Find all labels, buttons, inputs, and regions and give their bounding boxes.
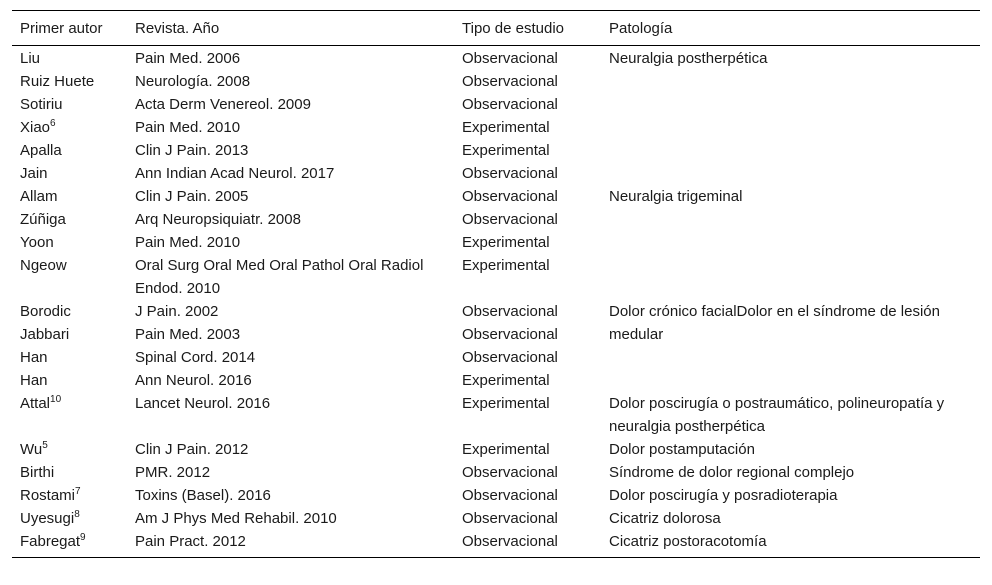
- author-name: Borodic: [20, 303, 71, 320]
- table-row: [12, 507, 980, 530]
- cell-study-type: Observacional: [462, 349, 558, 366]
- author-name: Jabbari: [20, 326, 70, 343]
- author-name: Han: [20, 349, 48, 366]
- reference-number: 5: [42, 440, 48, 451]
- cell-journal: Pain Pract. 2012: [127, 530, 454, 558]
- cell-journal: PMR. 2012: [135, 464, 211, 481]
- cell-author: [12, 392, 127, 438]
- header-pathology: Patología: [601, 11, 980, 46]
- cell-author: [12, 346, 127, 369]
- cell-study-type: Observacional: [462, 326, 558, 343]
- author-name: Allam: [20, 188, 58, 205]
- cell-author: [12, 323, 127, 346]
- reference-number: 6: [50, 118, 56, 129]
- cell-author: [12, 507, 127, 530]
- cell-author: [12, 185, 127, 208]
- cell-study-type: Observacional: [462, 487, 558, 504]
- cell-study-type: Observacional: [462, 96, 558, 113]
- cell-study-type: Observacional: [462, 73, 558, 90]
- cell-study-type: Observacional: [462, 464, 558, 481]
- cell-journal: Pain Med. 2003: [135, 326, 241, 343]
- cell-journal: Toxins (Basel). 2016: [135, 487, 271, 504]
- author-name: Ngeow: [20, 257, 67, 274]
- cell-author: [12, 461, 127, 484]
- author-name: Yoon: [20, 234, 54, 251]
- author-name: Rostami: [20, 487, 76, 504]
- cell-journal: Pain Med. 2006: [135, 50, 241, 67]
- table-row: [12, 185, 980, 208]
- cell-study-type: Experimental: [462, 395, 550, 412]
- cell-study-type: Experimental: [462, 142, 550, 159]
- author-name: Liu: [20, 50, 41, 67]
- cell-study-type: Observacional: [462, 188, 558, 205]
- cell-pathology: Dolor poscirugía y posradioterapia: [609, 487, 838, 504]
- cell-journal: Clin J Pain. 2005: [135, 188, 249, 205]
- cell-journal: Spinal Cord. 2014: [135, 349, 256, 366]
- header-row: [12, 11, 980, 46]
- cell-pathology: Síndrome de dolor regional complejo: [609, 464, 855, 481]
- table-row: [12, 46, 980, 71]
- table-row: [12, 300, 980, 323]
- reference-number: 8: [74, 509, 80, 520]
- cell-study-type: Observacional: [462, 510, 558, 527]
- author-name: Apalla: [20, 142, 62, 159]
- cell-journal: Acta Derm Venereol. 2009: [135, 96, 311, 113]
- author-name: Zúñiga: [20, 211, 66, 228]
- author-name: Jain: [20, 165, 48, 182]
- table-body: [12, 46, 980, 558]
- cell-author: [12, 369, 127, 392]
- cell-author: [12, 484, 127, 507]
- header-author: Primer autor: [12, 11, 127, 46]
- cell-study-type: Observacional: [454, 530, 601, 558]
- cell-pathology: Neuralgia postherpética: [609, 50, 768, 67]
- cell-journal: Neurología. 2008: [135, 73, 251, 90]
- cell-pathology: Cicatriz dolorosa: [609, 510, 721, 527]
- reference-number: 9: [80, 532, 86, 543]
- reference-number: 10: [50, 394, 62, 405]
- table-row: [12, 530, 980, 558]
- author-name: Wu: [20, 441, 43, 458]
- cell-pathology: Dolor poscirugía o postraumático, polineuropatía y neuralgia postherpética: [609, 395, 945, 435]
- cell-author: [12, 162, 127, 185]
- cell-journal: Am J Phys Med Rehabil. 2010: [135, 510, 337, 527]
- cell-author: [12, 46, 127, 71]
- cell-study-type: Experimental: [462, 257, 550, 274]
- table-row: [12, 461, 980, 484]
- reference-number: 7: [75, 486, 81, 497]
- cell-author: [12, 438, 127, 461]
- cell-journal: Clin J Pain. 2013: [135, 142, 249, 159]
- cell-journal: Arq Neuropsiquiatr. 2008: [135, 211, 301, 228]
- cell-journal: Ann Neurol. 2016: [135, 372, 252, 389]
- cell-study-type: Experimental: [462, 372, 550, 389]
- author-name: Xiao: [20, 119, 51, 136]
- cell-journal: Ann Indian Acad Neurol. 2017: [135, 165, 335, 182]
- cell-author: [12, 300, 127, 323]
- header-journal: Revista. Año: [127, 11, 454, 46]
- cell-study-type: Experimental: [462, 234, 550, 251]
- cell-study-type: Observacional: [462, 303, 558, 320]
- cell-author: [12, 70, 127, 93]
- cell-journal: J Pain. 2002: [135, 303, 219, 320]
- cell-pathology: Neuralgia trigeminal: [609, 188, 743, 205]
- cell-study-type: Observacional: [462, 211, 558, 228]
- cell-author: [12, 139, 127, 162]
- author-name: Fabregat: [20, 533, 81, 550]
- cell-author: [12, 93, 127, 116]
- author-name: Han: [20, 372, 48, 389]
- table-row: [12, 438, 980, 461]
- cell-pathology: Dolor postamputación: [609, 441, 755, 458]
- author-name: Birthi: [20, 464, 55, 481]
- cell-journal: Clin J Pain. 2012: [135, 441, 249, 458]
- author-name: Sotiriu: [20, 96, 63, 113]
- cell-author: [12, 254, 127, 300]
- cell-journal: Pain Med. 2010: [135, 119, 241, 136]
- cell-journal: Lancet Neurol. 2016: [135, 395, 271, 412]
- cell-journal: Pain Med. 2010: [135, 234, 241, 251]
- cell-study-type: Experimental: [462, 119, 550, 136]
- cell-pathology: Dolor crónico facialDolor en el síndrome de lesión medular: [609, 303, 940, 343]
- author-name: Attal: [20, 395, 51, 412]
- cell-author: [12, 231, 127, 254]
- cell-author: [12, 208, 127, 231]
- table-row: [12, 392, 980, 438]
- cell-author: [12, 116, 127, 139]
- cell-author: [12, 530, 127, 558]
- header-study-type: Tipo de estudio: [454, 11, 601, 46]
- cell-study-type: Observacional: [462, 50, 558, 67]
- cell-journal: Oral Surg Oral Med Oral Pathol Oral Radiol Endod. 2010: [135, 257, 424, 297]
- cell-pathology: Cicatriz postoracotomía: [601, 530, 980, 558]
- author-name: Ruiz Huete: [20, 73, 95, 90]
- author-name: Uyesugi: [20, 510, 75, 527]
- studies-table: [12, 10, 980, 558]
- cell-study-type: Observacional: [462, 165, 558, 182]
- cell-study-type: Experimental: [462, 441, 550, 458]
- table-row: [12, 484, 980, 507]
